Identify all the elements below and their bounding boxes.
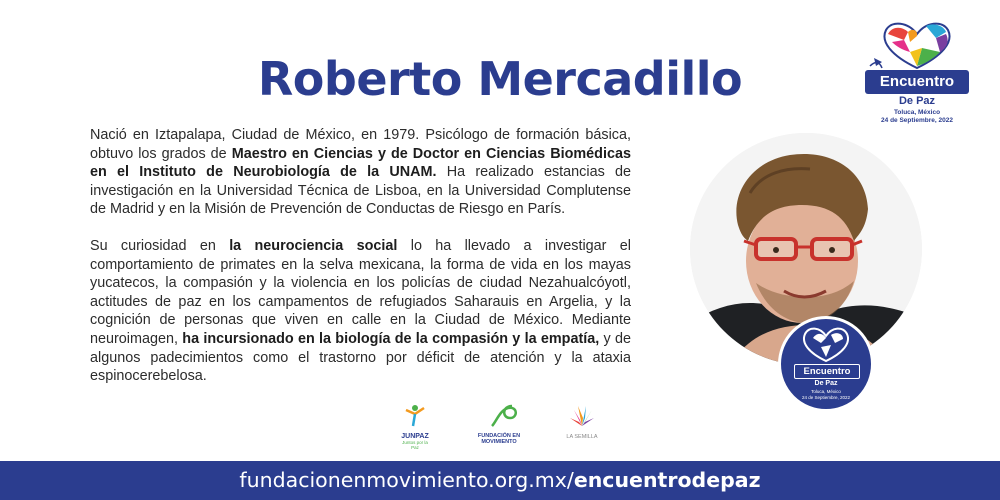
bio-paragraph-1	[90, 126, 631, 219]
event-badge	[778, 316, 874, 412]
heart-hands-icon	[852, 18, 982, 78]
sponsor-junpaz-caption: Juntos por la Paz	[402, 440, 428, 450]
event-logo-date: 24 de Septiembre, 2022	[881, 116, 953, 124]
event-logo-details	[852, 109, 982, 124]
bio-text: Su curiosidad en	[90, 237, 230, 254]
sponsor-semilla-logo	[564, 404, 600, 440]
badge-date: 24 de Septiembre, 2022	[801, 394, 851, 400]
sponsor-junpaz-logo	[398, 404, 432, 450]
badge-subtitle: De Paz	[814, 380, 838, 387]
event-logo-location: Toluca, México	[893, 109, 941, 116]
footer-url-bar[interactable]	[0, 461, 1000, 500]
bio-paragraph-2	[90, 237, 631, 386]
sponsor-logos	[0, 404, 1000, 450]
speaker-bio	[90, 126, 631, 404]
event-logo-subtitle: De Paz	[898, 95, 936, 107]
sponsor-semilla-caption: LA SEMILLA	[566, 434, 598, 440]
event-logo	[852, 18, 982, 122]
heart-hands-icon	[781, 321, 871, 365]
sponsor-fundacion-name: FUNDACIÓN EN MOVIMIENTO	[477, 433, 521, 445]
semilla-leaves-icon	[564, 404, 600, 430]
footer-url-domain: fundacionenmovimiento.org.mx/	[239, 468, 574, 492]
bio-highlight: Maestro en Ciencias y de Doctor en Ciencias Biomédicas en el Instituto de Neurobiología de la UNAM.	[90, 145, 631, 181]
bio-text: Nació en Iztapalapa, Ciudad de México, en 1979. Psicólogo de formación básica, obtuvo los grados de	[90, 127, 631, 162]
bio-highlight: ha incursionado en la biología de la compasión y la empatía,	[182, 330, 600, 347]
bio-text: Ha realizado estancias de investigación en la Universidad Técnica de Lisboa, en la Universidad Complutense de Madrid y en la Misión de Prevención de Conductas de Riesgo en París.	[90, 164, 631, 218]
bio-text: lo ha llevado a investigar el comportamiento de primates en la selva mexicana, la forma de vida en los mayas yucatecos, la compasión y la violencia en los policías de ciudad Nezahualcóyotl, actitudes de paz en los campamentos de refugiados Saharauis en Argelia, y la cognición de personas que viven en calle en la Ciudad de México. Mediante neuroimagen,	[90, 237, 631, 347]
badge-location: Toluca, México	[811, 389, 841, 394]
sponsor-junpaz-name: JUNPAZ	[401, 433, 429, 440]
sponsor-fundacion-logo	[474, 404, 524, 445]
bio-text: y de algunos padecimientos como el trastorno por déficit de atención y la ataxia espinocerebelosa.	[90, 330, 631, 385]
event-logo-title: Encuentro	[865, 70, 969, 94]
fundacion-ribbon-icon	[474, 404, 524, 428]
speaker-name: Roberto Mercadillo	[257, 52, 743, 106]
bio-highlight: la neurociencia social	[229, 237, 398, 254]
footer-url-path: encuentrodepaz	[573, 468, 761, 492]
junpaz-figure-icon	[398, 404, 432, 428]
badge-details	[781, 389, 871, 400]
badge-title: Encuentro	[794, 364, 860, 379]
